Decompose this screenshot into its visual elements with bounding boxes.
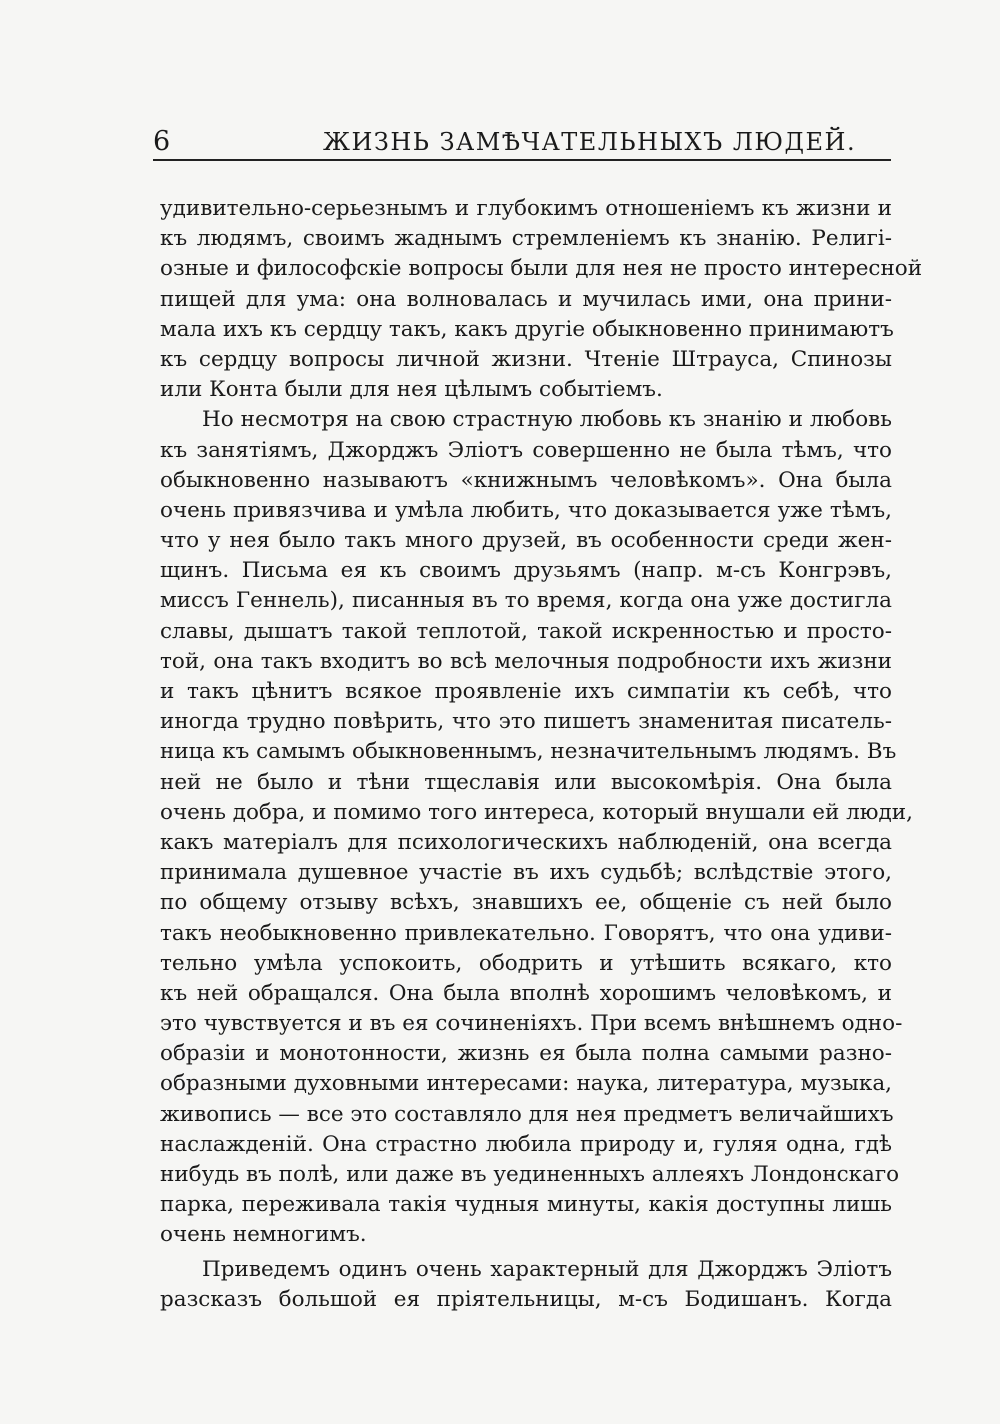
text-line: иногда трудно повѣрить, что это пишетъ знаменитая писатель- — [160, 709, 892, 735]
text-line: разсказъ большой ея пріятельницы, м-съ Бодишанъ. Когда — [160, 1286, 892, 1312]
text-line: къ занятіямъ, Джорджъ Эліотъ совершенно не была тѣмъ, что — [160, 437, 892, 463]
body-text — [160, 194, 923, 1315]
text-line: тельно умѣла успокоить, ободрить и утѣшить всякаго, кто — [160, 950, 892, 976]
text-line: это чувствуется и въ ея сочиненіяхъ. При всемъ внѣшнемъ одно- — [160, 1011, 903, 1037]
text-line: къ ней обращался. Она была вполнѣ хорошимъ человѣкомъ, и — [160, 980, 892, 1006]
text-line: такъ необыкновенно привлекательно. Говорятъ, что она удиви- — [160, 920, 892, 946]
text-line: славы, дышатъ такой теплотой, такой искренностью и просто- — [160, 618, 892, 644]
text-line: живопись — все это составляло для нея предметъ величайшихъ — [160, 1101, 894, 1127]
paragraph-2 — [160, 405, 913, 1250]
text-line: ней не было и тѣни тщеславія или высокомѣрія. Она была — [160, 769, 892, 795]
text-line: удивительно-серьезнымъ и глубокимъ отношеніемъ къ жизни и — [160, 196, 892, 221]
header-rule — [153, 159, 891, 161]
text-line: что у нея было такъ много друзей, въ особенности среди жен- — [160, 528, 892, 554]
text-line: къ сердцу вопросы личной жизни. Чтеніе Штрауса, Спинозы — [160, 346, 892, 372]
text-line: парка, переживала такія чудныя минуты, какія доступны лишь — [160, 1192, 892, 1218]
text-line: по общему отзыву всѣхъ, знавшихъ ее, общеніе съ ней было — [160, 890, 892, 916]
text-line: очень немногимъ. — [160, 1222, 367, 1248]
text-line: Приведемъ одинъ очень характерный для Джорджъ Эліотъ — [202, 1256, 892, 1282]
text-line: ница къ самымъ обыкновеннымъ, незначительнымъ людямъ. Въ — [160, 739, 897, 765]
text-line: къ людямъ, своимъ жаднымъ стремленіемъ къ знанію. Религі- — [160, 226, 892, 252]
text-line: мала ихъ къ сердцу такъ, какъ другіе обыкновенно принимаютъ — [160, 316, 894, 342]
page-number: 6 — [153, 126, 171, 157]
text-line: или Конта были для нея цѣлымъ событіемъ. — [160, 377, 663, 403]
running-head — [153, 124, 893, 160]
text-line: миссъ Геннель), писанныя въ то время, когда она уже достигла — [160, 588, 892, 614]
text-line: очень привязчива и умѣла любить, что доказывается уже тѣмъ, — [160, 497, 892, 523]
text-line: образными духовными интересами: наука, литература, музыка, — [160, 1071, 892, 1097]
text-line: щинъ. Письма ея къ своимъ друзьямъ (напр. м-съ Конгрэвъ, — [160, 558, 892, 584]
text-line: и такъ цѣнитъ всякое проявленіе ихъ симпатіи къ себѣ, что — [160, 679, 892, 704]
paragraph-3 — [160, 1255, 892, 1315]
text-line: какъ матеріалъ для психологическихъ наблюденій, она всегда — [160, 829, 892, 855]
text-line: обыкновенно называютъ «книжнымъ человѣкомъ». Она была — [160, 467, 892, 493]
running-title: ЖИЗНЬ ЗАМѢЧАТЕЛЬНЫХЪ ЛЮДЕЙ. — [323, 128, 857, 156]
text-line: той, она такъ входитъ во всѣ мелочныя подробности ихъ жизни — [160, 648, 892, 674]
text-line: Но несмотря на свою страстную любовь къ знанію и любовь — [202, 407, 892, 433]
paragraph-1 — [160, 194, 923, 405]
text-line: озные и философскіе вопросы были для нея не просто интересной — [160, 256, 923, 282]
text-line: наслажденій. Она страстно любила природу и, гуляя одна, гдѣ — [160, 1131, 892, 1157]
text-line: пищей для ума: она волновалась и мучилась ими, она прини- — [160, 286, 892, 312]
text-line: нибудь въ полѣ, или даже въ уединенныхъ аллеяхъ Лондонскаго — [160, 1162, 900, 1187]
text-line: очень добра, и помимо того интереса, который внушали ей люди, — [160, 799, 913, 825]
text-line: принимала душевное участіе въ ихъ судьбѣ; вслѣдствіе этого, — [160, 860, 892, 886]
text-line: образіи и монотонности, жизнь ея была полна самыми разно- — [160, 1041, 892, 1067]
